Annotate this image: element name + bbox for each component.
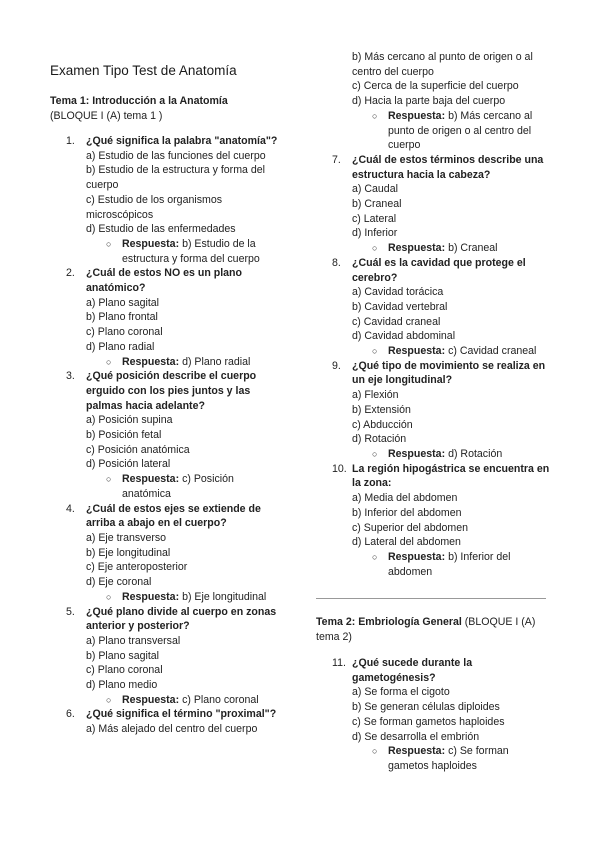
option-b: b) Eje longitudinal [86,546,171,559]
question-text: ¿Qué sucede durante la gametogénesis? [352,657,473,684]
question-item [50,266,278,369]
section-heading-2 [316,615,552,644]
option-c: c) Lateral [352,212,397,225]
question-number: 7. [332,153,341,166]
answer-text: b) Eje longitudinal [182,590,267,603]
option-a: a) Estudio de las funciones del cuerpo [86,149,266,162]
answer-text: c) Posición anatómica [122,473,234,500]
answer-label: Respuesta: [122,693,180,706]
answer-line [352,109,552,153]
option-d: d) Lateral del abdomen [352,536,461,549]
option-d: d) Plano medio [86,679,158,692]
question-number: 8. [332,256,341,269]
answer-label: Respuesta: [388,550,446,563]
answer-line [352,550,552,579]
option-d: d) Plano radial [86,340,155,353]
answer-label: Respuesta: [122,590,180,603]
option-c: c) Cavidad craneal [352,315,441,328]
option-c: c) Superior del abdomen [352,521,469,534]
question-number: 10. [332,462,347,475]
question-text: ¿Qué plano divide al cuerpo en zonas anterior y posterior? [86,605,277,633]
option-d: d) Estudio de las enfermedades [86,223,236,236]
answer-line [352,241,552,256]
circle-bullet-icon: ○ [372,551,378,562]
answer-text: c) Plano coronal [182,693,259,706]
question-text: ¿Qué significa la palabra "anatomía"? [86,135,278,147]
question-text: ¿Cuál es la cavidad que protege el cerebro? [352,256,526,284]
option-a: a) Se forma el cigoto [352,686,450,699]
option-b: b) Se generan células diploides [352,701,500,714]
circle-bullet-icon: ○ [372,110,378,121]
circle-bullet-icon: ○ [106,694,112,705]
question-text: ¿Cuál de estos NO es un plano anatómico? [86,267,242,295]
section-divider [316,598,546,599]
answer-text: d) Plano radial [182,355,251,368]
section-title: Tema 1: Introducción a la Anatomía [50,95,228,107]
answer-label: Respuesta: [388,109,446,122]
question-number: 2. [66,267,75,280]
question-item [316,656,552,774]
option-a: a) Cavidad torácica [352,286,444,299]
option-c: c) Se forman gametos haploides [352,715,505,728]
question-text: ¿Qué posición describe el cuerpo erguido con los pies juntos y las palmas hacia adelante? [86,370,257,412]
question-item [50,502,278,605]
question-text: ¿Qué tipo de movimiento se realiza en un eje longitudinal? [352,359,546,387]
answer-line [352,447,552,462]
answer-line [86,355,278,370]
section-subtitle: (BLOQUE I (A) tema 2) [316,616,536,643]
question-list-continued [316,50,552,579]
question-number: 5. [66,605,75,618]
question-item [50,134,278,266]
answer-label: Respuesta: [122,237,180,250]
option-b: b) Extensión [352,403,411,416]
answer-label: Respuesta: [122,473,180,486]
question-item [50,707,278,736]
question-text: ¿Qué significa el término "proximal"? [86,708,277,721]
question-number: 9. [332,359,341,372]
circle-bullet-icon: ○ [106,591,112,602]
question-list [50,134,278,737]
answer-text: b) Estudio de la estructura y forma del cuerpo [122,237,260,265]
question-item [316,462,552,580]
option-a: a) Eje transverso [86,531,167,544]
circle-bullet-icon: ○ [372,243,378,254]
section-subtitle: (BLOQUE I (A) tema 1 ) [50,109,163,122]
question-number: 3. [66,370,75,383]
answer-line [86,693,278,708]
answer-label: Respuesta: [388,745,446,758]
option-a: a) Flexión [352,389,399,402]
option-d: d) Rotación [352,433,407,446]
option-d: d) Cavidad abdominal [352,330,456,343]
question-text: ¿Cuál de estos ejes se extiende de arriba a abajo en el cuerpo? [86,502,261,530]
answer-text: b) Craneal [448,242,498,255]
option-a: a) Plano transversal [86,634,181,647]
option-a: a) Media del abdomen [352,492,458,505]
answer-label: Respuesta: [122,355,180,368]
question-number: 4. [66,502,75,515]
option-a: a) Caudal [352,183,398,196]
answer-text: d) Rotación [448,447,503,460]
circle-bullet-icon: ○ [372,746,378,757]
question-number: 1. [66,135,75,147]
question-number: 6. [66,708,75,721]
question-number: 11. [332,657,346,669]
option-c: c) Plano coronal [86,326,163,339]
section-title: Tema 2: Embriología General [316,616,462,628]
circle-bullet-icon: ○ [372,346,378,357]
question-text: La región hipogástrica se encuentra en la zona: [352,462,550,490]
answer-line [352,744,552,773]
option-a: a) Plano sagital [86,296,160,309]
answer-line [86,472,278,501]
answer-line [86,590,278,605]
option-b: b) Posición fetal [86,429,162,442]
answer-label: Respuesta: [388,242,446,255]
option-b: b) Craneal [352,198,402,211]
circle-bullet-icon: ○ [106,238,112,249]
option-b: b) Inferior del abdomen [352,506,462,519]
answer-label: Respuesta: [388,345,446,358]
question-list-section-2 [316,656,552,774]
option-d: d) Eje coronal [86,576,152,589]
answer-text: c) Cavidad craneal [448,345,537,358]
circle-bullet-icon: ○ [106,356,112,367]
option-a: a) Más alejado del centro del cuerpo [86,723,258,736]
section-heading-1 [50,94,228,123]
option-d: d) Posición lateral [86,458,171,471]
option-c: c) Posición anatómica [86,443,190,456]
answer-line [352,344,552,359]
option-c: c) Eje anteroposterior [86,561,188,574]
option-c: c) Estudio de los organismos microscópicos [86,193,223,221]
answer-label: Respuesta: [388,447,446,460]
option-c: c) Cerca de la superficie del cuerpo [352,80,519,93]
option-d: d) Se desarrolla el embrión [352,730,480,743]
answer-text: b) Inferior del abdomen [388,550,511,578]
option-b: b) Plano sagital [86,649,160,662]
question-item [50,369,278,501]
answer-text: b) Más cercano al punto de origen o al centro del cuerpo [388,109,533,152]
option-b: b) Más cercano al punto de origen o al centro del cuerpo [352,51,533,78]
answer-text: c) Se forman gametos haploides [388,745,509,772]
circle-bullet-icon: ○ [372,448,378,459]
question-text: ¿Cuál de estos términos describe una estructura hacia la cabeza? [352,153,544,181]
option-c: c) Abducción [352,418,413,431]
answer-line [86,237,278,266]
option-b: b) Cavidad vertebral [352,300,448,313]
circle-bullet-icon: ○ [106,474,112,485]
question-item [316,359,552,462]
option-b: b) Plano frontal [86,311,158,324]
question-item [50,605,278,708]
option-d: d) Hacia la parte baja del cuerpo [352,95,506,108]
option-b: b) Estudio de la estructura y forma del cuerpo [86,164,266,192]
option-a: a) Posición supina [86,414,173,427]
question-item [316,256,552,359]
document-title: Examen Tipo Test de Anatomía [50,63,237,78]
option-c: c) Plano coronal [86,664,163,677]
question-item-continued [316,50,552,153]
option-d: d) Inferior [352,227,398,240]
question-item [316,153,552,256]
